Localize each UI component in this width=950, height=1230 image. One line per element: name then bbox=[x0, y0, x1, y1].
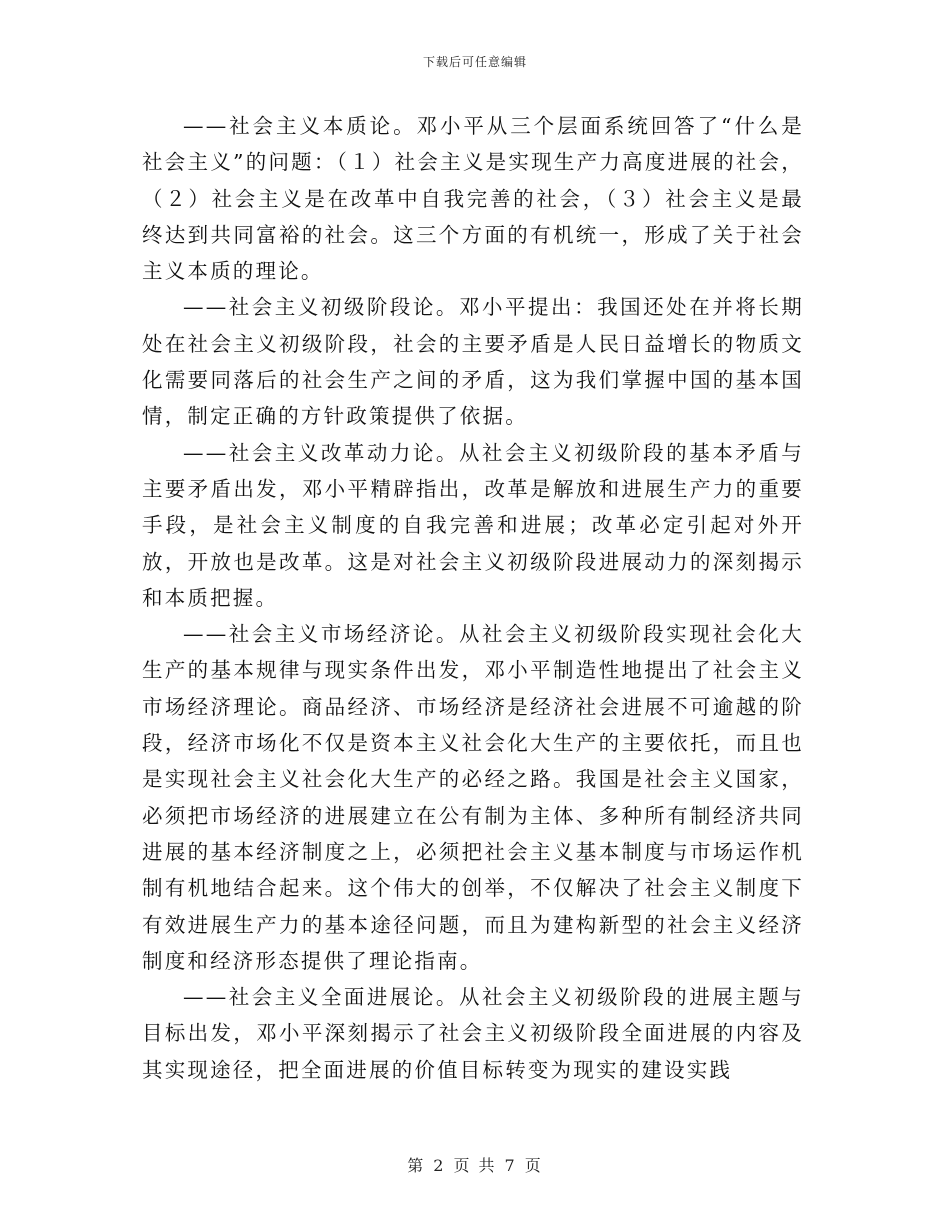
total-page-count: 7 bbox=[504, 1156, 517, 1175]
paragraph-essence-theory: ——社会主义本质论。邓小平从三个层面系统回答了“什么是社会主义”的问题：（１）社会主义是实现生产力高度进展的社会，（２）社会主义是在改革中自我完善的社会，（３）社会主义是最终达到共同富裕的社会。这三个方面的有机统一，形成了关于社会主义本质的理论。 bbox=[142, 114, 804, 284]
paragraph-comprehensive-development-theory: ——社会主义全面进展论。从社会主义初级阶段的进展主题与目标出发，邓小平深刻揭示了社会主义初级阶段全面进展的内容及其实现途径，把全面进展的价值目标转变为现实的建设实践 bbox=[142, 985, 804, 1082]
document-body bbox=[142, 108, 804, 1088]
page-header: 下载后可任意编辑 bbox=[422, 55, 527, 69]
paragraph-primary-stage-theory: ——社会主义初级阶段论。邓小平提出：我国还处在并将长期处在社会主义初级阶段，社会的主要矛盾是人民日益增长的物质文化需要同落后的社会生产之间的矛盾，这为我们掌握中国的基本国情，制定正确的方针政策提供了依据。 bbox=[142, 295, 804, 429]
current-page-number: 2 bbox=[433, 1156, 446, 1175]
paragraph-market-economy-theory: ——社会主义市场经济论。从社会主义初级阶段实现社会化大生产的基本规律与现实条件出发，邓小平制造性地提出了社会主义市场经济理论。商品经济、市场经济是经济社会进展不可逾越的阶段，经济市场化不仅是资本主义社会化大生产的主要依托，而且也是实现社会主义社会化大生产的必经之路。我国是社会主义国家，必须把市场经济的进展建立在公有制为主体、多种所有制经济共同进展的基本经济制度之上，必须把社会主义基本制度与市场运作机制有机地结合起来。这个伟大的创举，不仅解决了社会主义制度下有效进展生产力的基本途径问题，而且为建构新型的社会主义经济制度和经济形态提供了理论指南。 bbox=[142, 622, 804, 973]
page-footer bbox=[0, 1153, 950, 1176]
footer-middle: 页 共 bbox=[453, 1156, 497, 1175]
paragraph-reform-driving-force-theory: ——社会主义改革动力论。从社会主义初级阶段的基本矛盾与主要矛盾出发，邓小平精辟指出，改革是解放和进展生产力的重要手段，是社会主义制度的自我完善和进展；改革必定引起对外开放，开放也是改革。这是对社会主义初级阶段进展动力的深刻揭示和本质把握。 bbox=[142, 440, 804, 610]
footer-suffix: 页 bbox=[524, 1156, 543, 1175]
footer-prefix: 第 bbox=[407, 1156, 426, 1175]
